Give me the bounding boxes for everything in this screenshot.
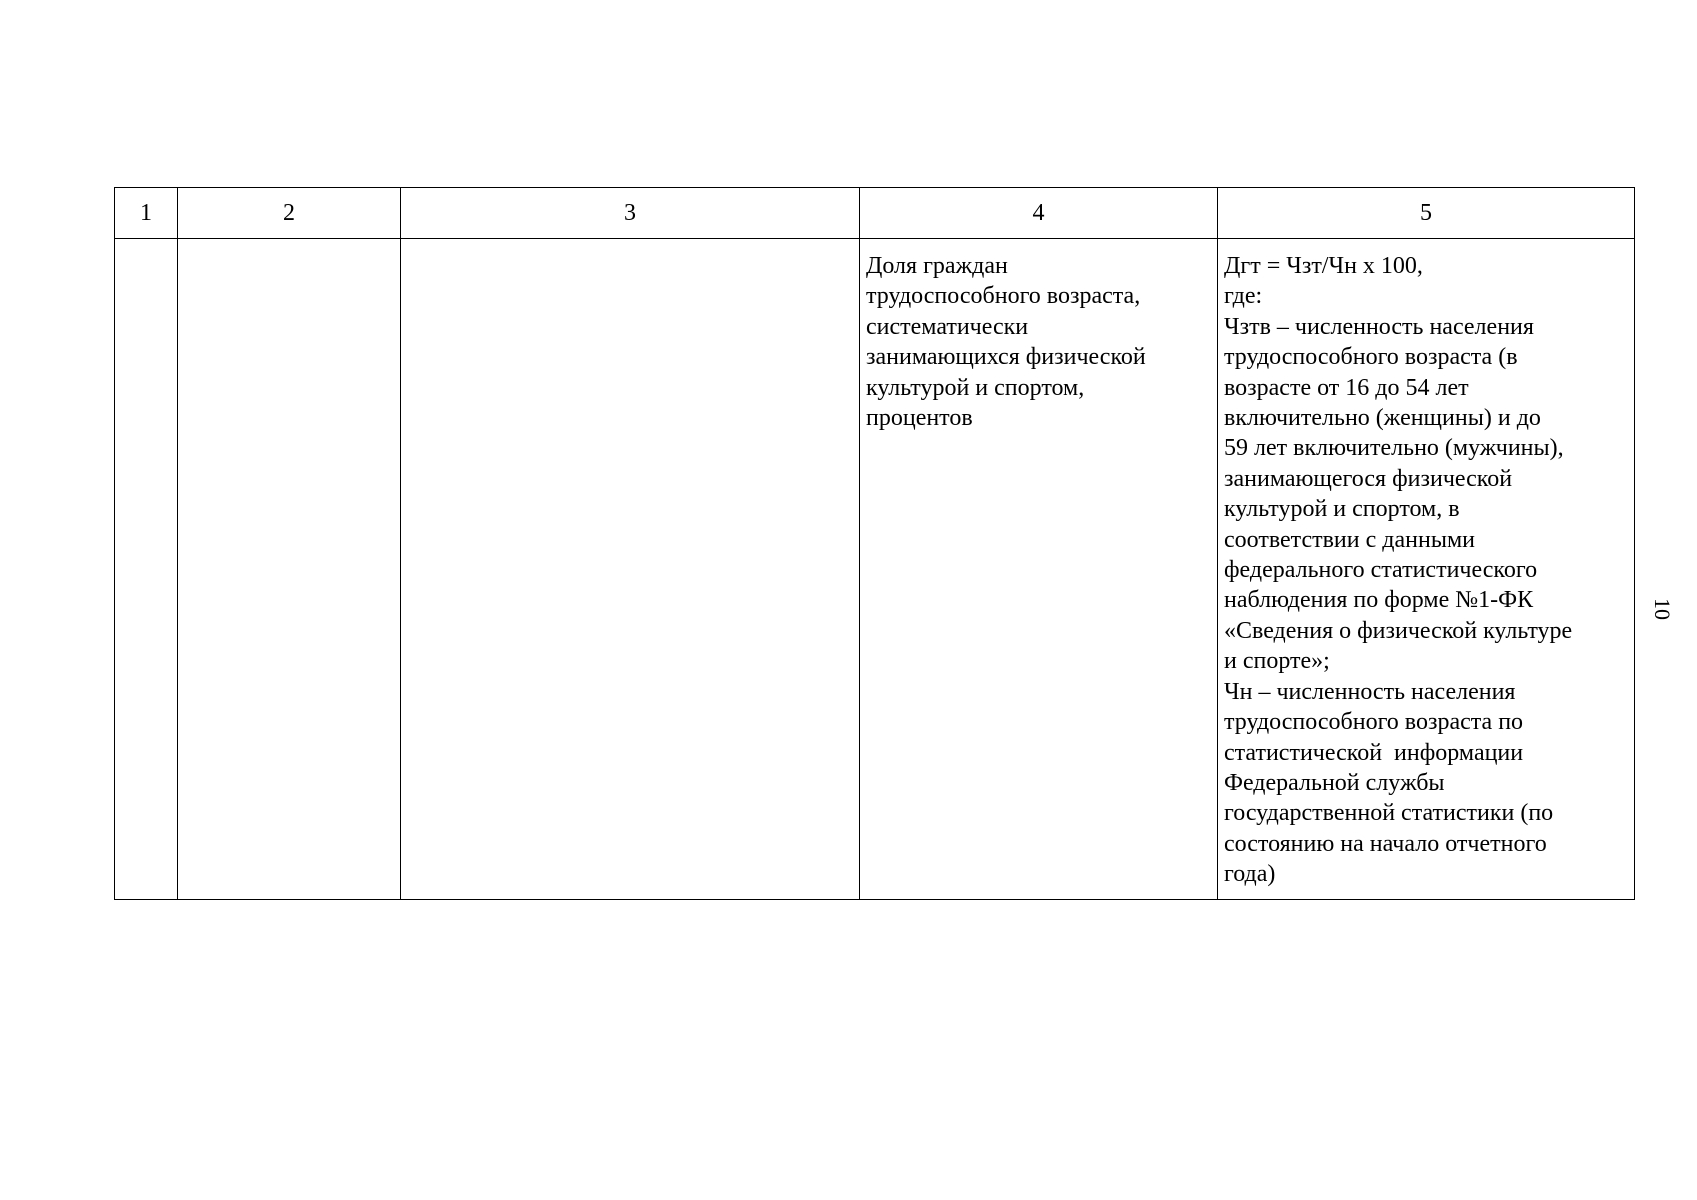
formula-line: трудоспособного возраста (в <box>1224 344 1518 371</box>
cell-col-3 <box>401 239 860 900</box>
formula-line: государственной статистики (по <box>1224 800 1554 827</box>
formula-line: федерального статистического <box>1224 557 1538 584</box>
formula-line: включительно (женщины) и до <box>1224 405 1541 432</box>
formula-line: «Сведения о физической культуре <box>1224 617 1573 644</box>
indicator-name-line: трудоспособного возраста, <box>866 283 1141 310</box>
indicator-name-line: Доля граждан <box>866 253 1008 279</box>
indicator-name-line: процентов <box>866 405 973 432</box>
indicator-name-line: занимающихся физической <box>866 344 1146 371</box>
formula-line: трудоспособного возраста по <box>1224 709 1524 736</box>
header-cell-2: 2 <box>178 188 401 239</box>
header-cell-3: 3 <box>401 188 860 239</box>
formula-line: года) <box>1224 861 1276 888</box>
formula-line: состоянию на начало отчетного <box>1224 830 1547 857</box>
formula-line: Чзтв – численность населения <box>1224 313 1534 340</box>
formula-line: культурой и спортом, в <box>1224 496 1460 523</box>
header-cell-1: 1 <box>115 188 178 239</box>
table-row <box>115 239 1635 900</box>
formula-line: статистической информации <box>1224 739 1524 766</box>
indicator-name-line: культурой и спортом, <box>866 374 1085 401</box>
page-number: 10 <box>1650 598 1675 620</box>
indicator-name-line: систематически <box>866 313 1029 340</box>
indicator-name-text <box>860 239 1217 442</box>
formula-line: занимающегося физической <box>1224 465 1513 492</box>
cell-col-3-text <box>401 239 859 260</box>
header-cell-4: 4 <box>860 188 1218 239</box>
formula-line: где: <box>1224 283 1263 310</box>
formula-line: Федеральной службы <box>1224 769 1445 796</box>
cell-col-2-text <box>178 239 400 260</box>
cell-col-1 <box>115 239 178 900</box>
formula-line: соответствии с данными <box>1224 526 1475 553</box>
formula-line: Дгт = Чзт/Чн х 100, <box>1224 253 1423 279</box>
cell-col-1-text <box>115 239 177 260</box>
cell-col-2 <box>178 239 401 900</box>
formula-line: возрасте от 16 до 54 лет <box>1224 374 1469 401</box>
formula-text <box>1218 239 1634 899</box>
formula-line: наблюдения по форме №1-ФК <box>1224 587 1534 614</box>
formula-line: Чн – численность населения <box>1224 678 1516 705</box>
indicator-table <box>114 187 1635 900</box>
header-cell-5: 5 <box>1218 188 1635 239</box>
formula-line: и спорте»; <box>1224 648 1330 675</box>
cell-formula <box>1218 239 1635 900</box>
cell-indicator-name <box>860 239 1218 900</box>
header-row <box>115 188 1635 239</box>
formula-line: 59 лет включительно (мужчины), <box>1224 435 1564 462</box>
